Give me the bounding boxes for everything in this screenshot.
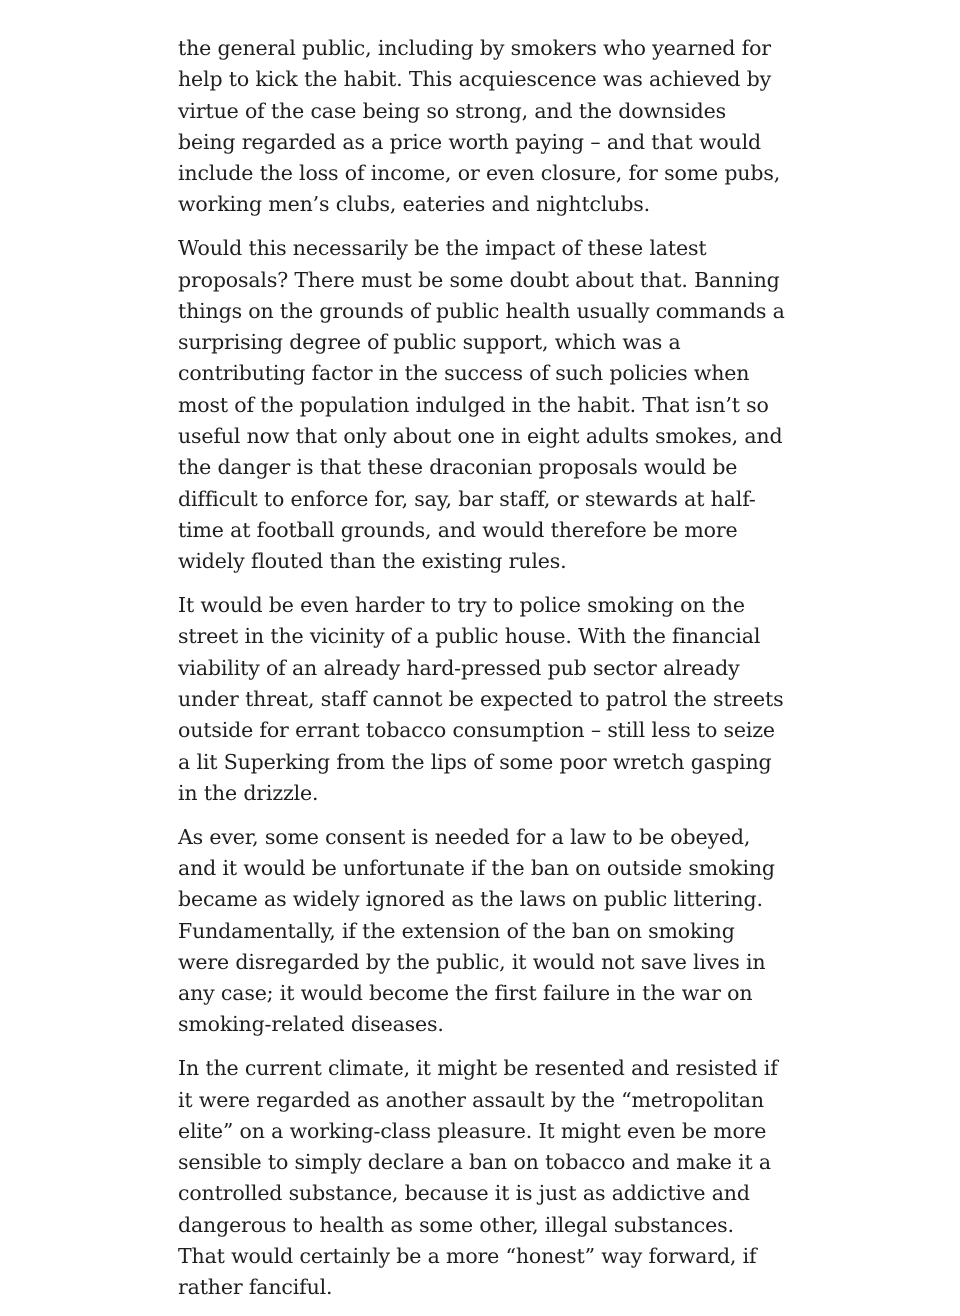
article-paragraph-2: Would this necessarily be the impact of these latest proposals? There must be some doubt about that. Banning things on the grounds of public health usually commands a surprising degree of public support, which was a contributing factor in the success of such policies when most of the population indulged in the habit. That isn’t so useful now that only about one in eight adults smokes, and the danger is that these draconian proposals would be difficult to enforce for, say, bar staff, or stewards at half-time at football grounds, and would therefore be more widely flouted than the existing rules. [178,236,785,574]
article-paragraph-3: It would be even harder to try to police smoking on the street in the vicinity of a public house. With the financial viability of an already hard-pressed pub sector already under threat, staff cannot be expected to patrol the streets outside for errant tobacco consumption – still less to seize a lit Superking from the lips of some poor wretch gasping in the drizzle. [178,593,784,805]
article-paragraph-1: the general public, including by smokers who yearned for help to kick the habit. This acquiescence was achieved by virtue of the case being so strong, and the downsides being regarded as a price worth paying – and that would include the loss of income, or even closure, for some pubs, working men’s clubs, eateries and nightclubs. [178,36,781,217]
article-paragraph-4: As ever, some consent is needed for a law to be obeyed, and it would be unfortunate if the ban on outside smoking became as widely ignored as the laws on public littering. Fundamentally, if the extension of the ban on smoking were disregarded by the public, it would not save lives in any case; it would become the first failure in the war on smoking-related diseases. [178,824,775,1037]
article-paragraph-5: In the current climate, it might be resented and resisted if it were regarded as another assault by the “metropolitan elite” on a working-class pleasure. It might even be more sensible to simply declare a ban on tobacco and make it a controlled substance, because it is just as addictive and dangerous to health as some other, illegal substances. That would certainly be a more “honest” way forward, if rather fanciful. [178,1056,778,1300]
article-body [178,33,786,1316]
